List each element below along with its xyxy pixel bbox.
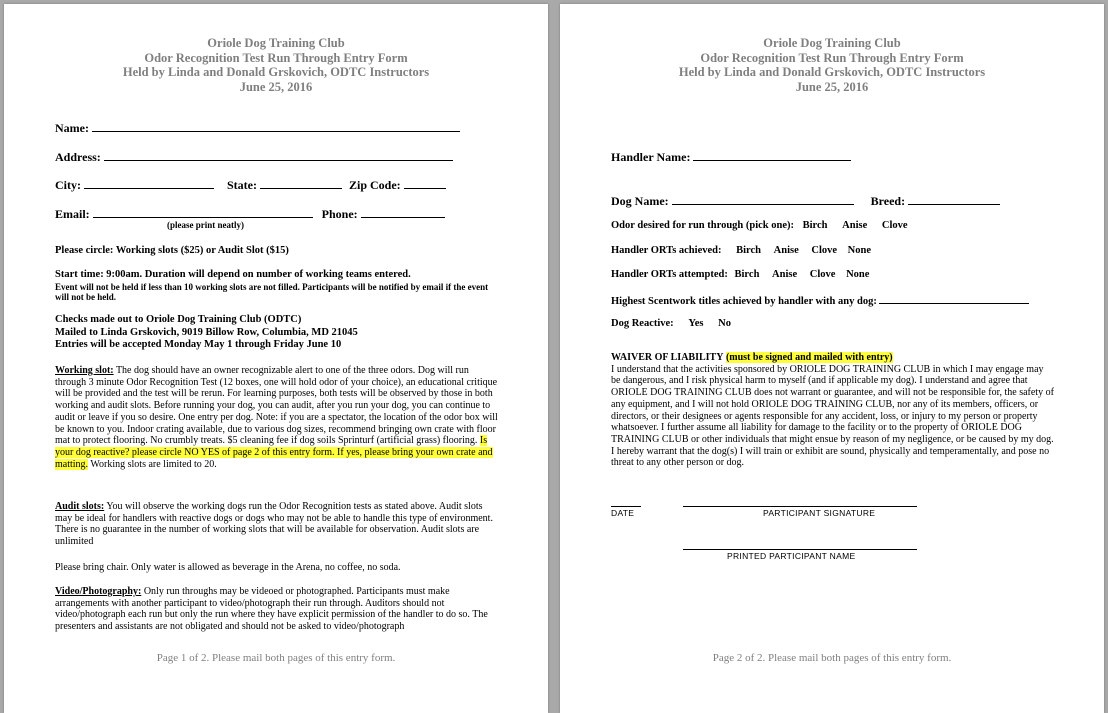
dog-name-field[interactable] — [672, 193, 854, 205]
working-slot-limit: Working slots are limited to 20. — [88, 458, 217, 470]
signature-line[interactable] — [683, 506, 917, 507]
breed-field[interactable] — [908, 193, 1000, 205]
state-field[interactable] — [260, 177, 342, 189]
start-note-1: Event will not be held if less than 10 working slots are not filled. Participants will be notified by email if the event — [55, 282, 489, 292]
name-label: Name: — [55, 121, 89, 135]
audit-slot-paragraph — [55, 501, 499, 548]
phone-label: Phone: — [321, 207, 358, 221]
form-title: Odor Recognition Test Run Through Entry Form — [700, 50, 964, 65]
waiver-body: I understand that the activities sponsored by ORIOLE DOG TRAINING CLUB in which I may engage may be dangerous, and I risk physical harm to myself (and if applicable my dog). I understand and agree that ORIOLE DOG TRAINING CLUB does not warrant or guarantee, and will not be responsible for, the safety of any equipment, and I will not hold ORIOLE DOG TRAINING CLUB, nor any of its members, officers, or directors, or their designees or agents responsible for any accident, loss, or injury to my person or property whatsoever. I further assume all liability for damage to the facility or to the property of ORIOLE DOG TRAINING CLUB or other individuals that might ensue by reason of my negligence, or be caused by my dog. I hereby warrant that the dog(s) I will train or exhibit are sound, physically and temperamentally, and pose no threat to any other person or dog. — [611, 363, 1054, 469]
held-by-line: Held by Linda and Donald Grskovich, ODTC Instructors — [122, 65, 430, 79]
reactive-label: Dog Reactive: — [611, 318, 674, 329]
page-2 — [560, 4, 1104, 713]
date-line[interactable] — [611, 506, 641, 507]
name-field[interactable] — [92, 120, 460, 132]
dog-breed-row — [611, 193, 1000, 209]
address-label: Address: — [55, 150, 101, 164]
reactive-yes[interactable]: Yes — [688, 318, 704, 329]
entry-dates: Entries will be accepted Monday May 1 through Friday June 10 — [55, 339, 342, 350]
club-title: Oriole Dog Training Club — [207, 36, 345, 50]
email-label: Email: — [55, 207, 90, 221]
phone-field[interactable] — [361, 206, 445, 218]
video-heading: Video/Photography: — [55, 586, 142, 597]
state-label: State: — [227, 178, 257, 192]
waiver-notice: (must be signed and mailed with entry) — [725, 352, 893, 363]
handler-name-label: Handler Name: — [611, 150, 691, 164]
page-1-footer: Page 1 of 2. Please mail both pages of this entry form. — [156, 652, 396, 664]
printed-name-label: PRINTED PARTICIPANT NAME — [727, 551, 856, 561]
orts-attempted-clove[interactable]: Clove — [809, 269, 836, 280]
city-label: City: — [55, 178, 81, 192]
orts-attempted-birch[interactable]: Birch — [734, 269, 760, 280]
orts-achieved-none[interactable]: None — [847, 245, 871, 256]
audit-slot-heading: Audit slots: — [55, 501, 105, 512]
event-date: June 25, 2016 — [795, 79, 869, 94]
reactive-no[interactable]: No — [718, 318, 731, 329]
event-date: June 25, 2016 — [239, 79, 313, 94]
checks-block — [55, 314, 358, 352]
odor-option-birch[interactable]: Birch — [802, 220, 828, 231]
page-2-footer: Page 2 of 2. Please mail both pages of this entry form. — [712, 652, 952, 664]
video-body: Only run throughs may be videoed or photographed. Participants must make arrangements with another participant to video/photograph their run through. Auditors should not video/photograph each run but only the run where they have explicit permission of the handler to do so. The presenters and assistants are not obligated and should not be asked to video/photograph — [55, 586, 488, 633]
signature-label: PARTICIPANT SIGNATURE — [763, 508, 876, 518]
working-slot-paragraph — [55, 365, 499, 470]
orts-attempted-label: Handler ORTs attempted: — [611, 269, 728, 280]
email-note: (please print neatly) — [167, 220, 244, 230]
page-1 — [4, 4, 548, 713]
mailing-address: Mailed to Linda Grskovich, 9019 Billow Row, Columbia, MD 21045 — [55, 326, 358, 338]
name-row — [55, 120, 460, 136]
zip-label: Zip Code: — [349, 178, 401, 192]
scentwork-row — [611, 294, 1029, 307]
video-paragraph — [55, 586, 499, 633]
working-slot-body: The dog should have an owner recognizable alert to one of the three odors. Dog will run through 3 minute Odor Recognition Test (12 boxes, one will hold odor of your choice), an educational critique will be provided and the test will be rerun. For learning purposes, both tests will be observed by those in both working and audit slots. Before running your dog, you can audit, after you run your dog, you can continue to audit or leave if you so desire. One entry per dog. Note: if you are a spectator, the location of the odor box will be known to you. Indoor crating available, due to various dog sizes, recommend bringing own crate with floor mat to protect flooring. No crumbly treats. $5 cleaning fee if dog soils Sprinturf (artificial grass) flooring. — [55, 365, 498, 447]
odor-row — [611, 220, 908, 231]
start-note-2: will not be held. — [55, 292, 117, 302]
address-row — [55, 149, 453, 165]
scentwork-label: Highest Scentwork titles achieved by handler with any dog: — [611, 296, 877, 307]
email-field[interactable] — [93, 206, 313, 218]
orts-achieved-anise[interactable]: Anise — [773, 245, 799, 256]
reactive-row — [611, 318, 731, 329]
breed-label: Breed: — [870, 194, 906, 208]
page-1-header — [4, 36, 548, 94]
city-state-zip-row — [55, 177, 446, 193]
odor-option-clove[interactable]: Clove — [881, 220, 908, 231]
odor-label: Odor desired for run through (pick one): — [611, 220, 794, 231]
zip-field[interactable] — [404, 177, 446, 189]
printed-name-line[interactable] — [683, 549, 917, 550]
orts-achieved-birch[interactable]: Birch — [736, 245, 762, 256]
held-by-line: Held by Linda and Donald Grskovich, ODTC Instructors — [678, 65, 986, 79]
dog-name-label: Dog Name: — [611, 194, 669, 208]
waiver-heading: WAIVER OF LIABILITY — [611, 352, 724, 363]
email-phone-row — [55, 206, 445, 222]
orts-attempted-row — [611, 269, 869, 280]
waiver-title-line — [611, 352, 1055, 364]
checks-payable: Checks made out to Oriole Dog Training Club (ODTC) — [55, 314, 302, 325]
chair-line: Please bring chair. Only water is allowed as beverage in the Arena, no coffee, no soda. — [55, 562, 401, 573]
club-title: Oriole Dog Training Club — [763, 36, 901, 50]
city-field[interactable] — [84, 177, 214, 189]
handler-name-row — [611, 149, 851, 165]
orts-achieved-label: Handler ORTs achieved: — [611, 245, 722, 256]
handler-name-field[interactable] — [693, 149, 851, 161]
audit-slot-body: You will observe the working dogs run the Odor Recognition tests as stated above. Audit slots may be ideal for handlers with reactive dogs or dogs who may not be able to handle this type of environment. There is no guarantee in the number of working slots that will be available for observation. Audit slots are unlimited — [55, 501, 493, 548]
start-time-line: Start time: 9:00am. Duration will depend on number of working teams entered. — [55, 269, 411, 280]
slot-circle-line: Please circle: Working slots ($25) or Audit Slot ($15) — [55, 245, 289, 256]
odor-option-anise[interactable]: Anise — [842, 220, 868, 231]
orts-attempted-none[interactable]: None — [846, 269, 870, 280]
working-slot-heading: Working slot: — [55, 365, 114, 376]
page-2-header — [560, 36, 1104, 94]
scentwork-field[interactable] — [879, 294, 1029, 304]
orts-achieved-row — [611, 245, 871, 256]
orts-attempted-anise[interactable]: Anise — [772, 269, 798, 280]
date-label: DATE — [611, 508, 635, 518]
orts-achieved-clove[interactable]: Clove — [811, 245, 838, 256]
form-title: Odor Recognition Test Run Through Entry Form — [144, 50, 408, 65]
address-field[interactable] — [104, 149, 453, 161]
reactive-dog-notice: Is your dog reactive? please circle NO YES of page 2 of this entry form. If yes, please bring your own crate and matting. — [55, 435, 493, 470]
waiver-section — [611, 352, 1055, 469]
